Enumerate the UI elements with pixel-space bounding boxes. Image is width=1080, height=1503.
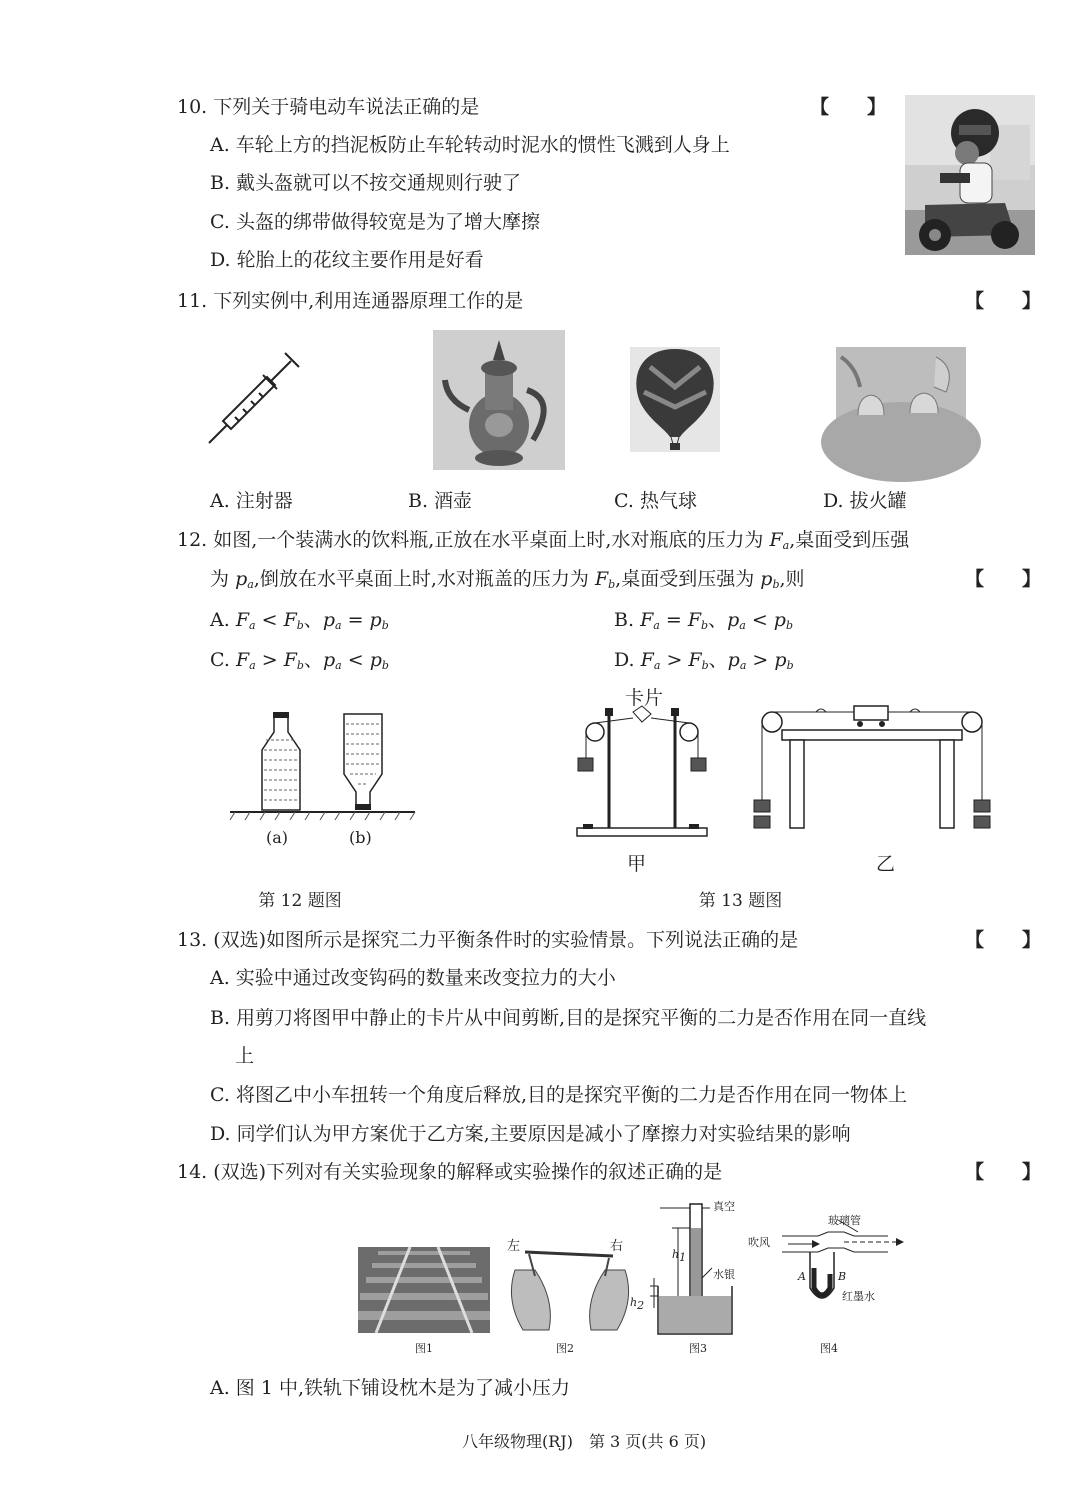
q13-figure-jia: [565, 700, 725, 850]
page-footer: 八年级物理(RJ) 第 3 页(共 6 页): [462, 1432, 707, 1451]
q12-label-a: (a): [266, 828, 289, 847]
q13-card-label: 卡片: [625, 687, 664, 709]
q12-option-d: D. $F_a > F_b$、$p_a > p_b$: [614, 649, 794, 672]
q14-fig3-h2: $h_2$: [630, 1296, 645, 1312]
q10-option-a: A. 车轮上方的挡泥板防止车轮转动时泥水的惯性飞溅到人身上: [210, 134, 730, 156]
q14-fig1-label: 图1: [415, 1342, 433, 1355]
q13-figure-yi: [750, 700, 990, 840]
q10-option-c: C. 头盔的绑带做得较宽是为了增大摩擦: [210, 211, 540, 233]
q10-answer-bracket[interactable]: 【 】: [810, 96, 887, 118]
q11-option-c: C. 热气球: [614, 490, 697, 512]
q13-option-a: A. 实验中通过改变钩码的数量来改变拉力的大小: [210, 967, 616, 989]
q13-option-b-continued: 上: [235, 1045, 255, 1067]
q14-fig4-tube-label: 玻璃管: [828, 1214, 861, 1227]
q12-bottles-figure: [230, 710, 420, 830]
q14-fig4-tube: [748, 1208, 898, 1318]
q14-fig4-blow: 吹风: [748, 1236, 770, 1249]
q12-option-a: A. $F_a < F_b$、$p_a = p_b$: [210, 609, 389, 632]
syringe-image: [205, 345, 305, 445]
q14-fig2-left: 左: [507, 1239, 521, 1254]
q13-stem: 13. (双选)如图所示是探究二力平衡条件时的实验情景。下列说法正确的是: [177, 929, 799, 951]
q14-fig2-right: 右: [610, 1239, 624, 1254]
q14-fig3-vacuum: 真空: [713, 1200, 735, 1213]
q10-stem: 10. 下列关于骑电动车说法正确的是: [177, 96, 480, 118]
q12-line1: 12. 如图,一个装满水的饮料瓶,正放在水平桌面上时,水对瓶底的压力为 $F_a$,桌面受到压强: [177, 529, 910, 552]
q14-answer-bracket[interactable]: 【 】: [965, 1161, 1042, 1183]
q14-option-a: A. 图 1 中,铁轨下铺设枕木是为了减小压力: [210, 1377, 571, 1399]
q14-fig3-h1: $h_1$: [672, 1248, 687, 1264]
wine-pot-image: [433, 330, 565, 470]
q10-option-d: D. 轮胎上的花纹主要作用是好看: [210, 249, 484, 271]
q14-fig2-label: 图2: [556, 1342, 574, 1355]
q10-ebike-image: [905, 95, 1035, 255]
q11-option-b: B. 酒壶: [408, 490, 473, 512]
q13-caption: 第 13 题图: [698, 891, 783, 911]
q14-fig4-B: B: [838, 1270, 847, 1283]
q13-option-c: C. 将图乙中小车扭转一个角度后释放,目的是探究平衡的二力是否作用在同一物体上: [210, 1084, 907, 1106]
q13-option-b: B. 用剪刀将图甲中静止的卡片从中间剪断,目的是探究平衡的二力是否作用在同一直线: [210, 1007, 927, 1029]
q12-caption: 第 12 题图: [258, 891, 342, 911]
q14-stem: 14. (双选)下列对有关实验现象的解释或实验操作的叙述正确的是: [177, 1161, 723, 1183]
q14-fig3-mercury: 水银: [713, 1268, 735, 1281]
q11-answer-bracket[interactable]: 【 】: [965, 290, 1042, 312]
q11-option-a: A. 注射器: [210, 490, 293, 512]
q13-answer-bracket[interactable]: 【 】: [965, 929, 1042, 951]
q14-fig3-label: 图3: [689, 1342, 707, 1355]
q14-fig4-ink: 红墨水: [842, 1290, 875, 1303]
q13-label-yi: 乙: [876, 853, 896, 875]
cupping-image: [836, 347, 966, 452]
q11-stem: 11. 下列实例中,利用连通器原理工作的是: [177, 290, 524, 312]
q13-option-d: D. 同学们认为甲方案优于乙方案,主要原因是减小了摩擦力对实验结果的影响: [210, 1123, 851, 1145]
q14-fig4-A: A: [798, 1270, 806, 1283]
q10-option-b: B. 戴头盔就可以不按交通规则行驶了: [210, 172, 522, 194]
q11-option-d: D. 拔火罐: [823, 490, 907, 512]
q13-label-jia: 甲: [627, 853, 647, 875]
q12-option-c: C. $F_a > F_b$、$p_a < p_b$: [210, 649, 389, 672]
q12-answer-bracket[interactable]: 【 】: [965, 568, 1042, 590]
hot-air-balloon-image: [630, 347, 720, 452]
q14-fig4-label: 图4: [820, 1342, 838, 1355]
q12-label-b: (b): [349, 828, 372, 847]
q14-fig1-railway: [358, 1247, 490, 1333]
q12-option-b: B. $F_a = F_b$、$p_a < p_b$: [614, 609, 794, 632]
q12-line2: 为 $p_a$,倒放在水平桌面上时,水对瓶盖的压力为 $F_b$,桌面受到压强为 $p_b$,则: [210, 568, 805, 591]
